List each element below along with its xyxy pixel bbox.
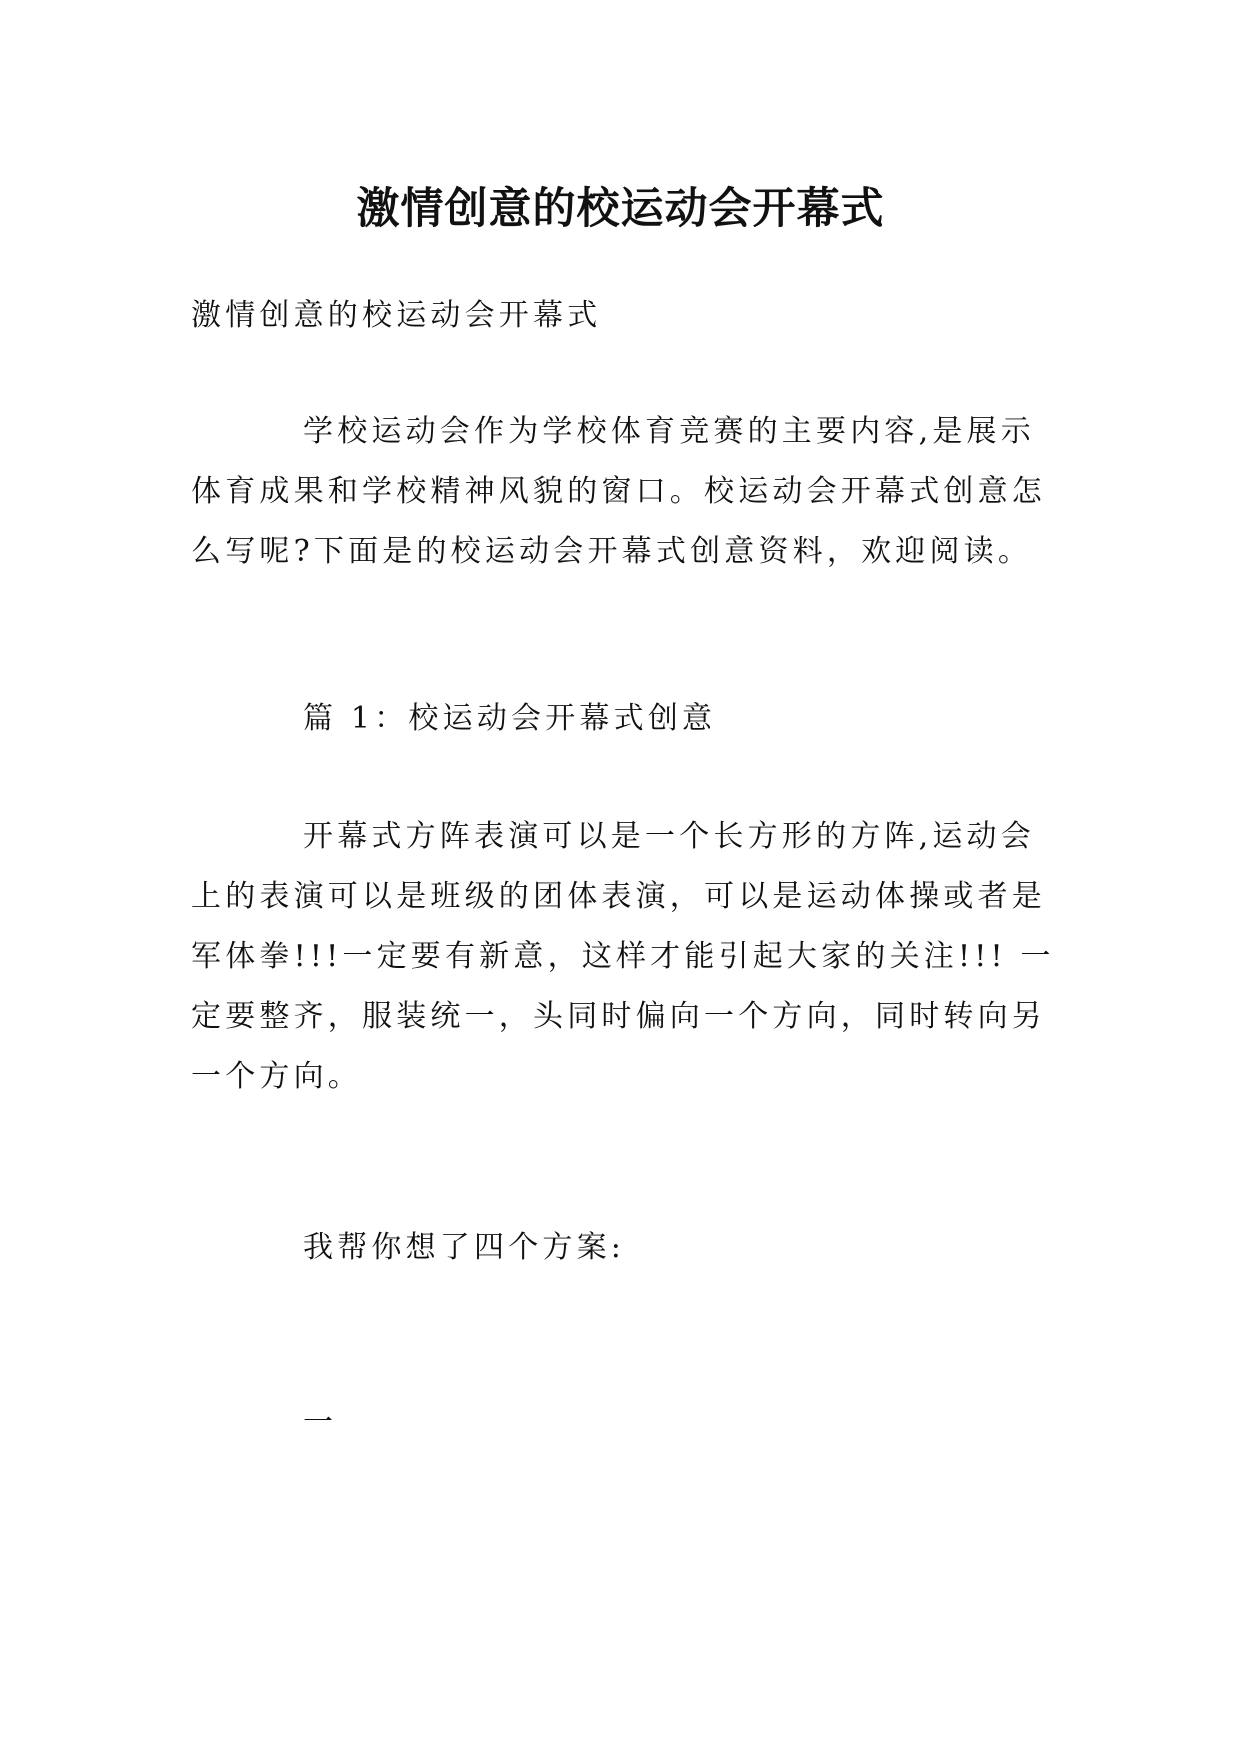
plan-number-one: 一 (303, 1405, 338, 1440)
body-paragraph: 开幕式方阵表演可以是一个长方形的方阵,运动会上的表演可以是班级的团体表演，可以是运动体操或者是军体拳!!!一定要有新意，这样才能引起大家的关注!!! 一定要整齐，服装统一，头同时偏向一个方向，同时转向另一个方向。 (191, 819, 1055, 1094)
section-heading: 篇 1：校运动会开幕式创意 (303, 701, 717, 736)
plans-intro-paragraph: 我帮你想了四个方案: (303, 1230, 626, 1265)
intro-paragraph: 学校运动会作为学校体育竞赛的主要内容,是展示体育成果和学校精神风貌的窗口。校运动会开幕式创意怎么写呢?下面是的校运动会开幕式创意资料，欢迎阅读。 (191, 414, 1046, 569)
subtitle-paragraph: 激情创意的校运动会开幕式 (191, 298, 602, 333)
document-title: 激情创意的校运动会开幕式 (356, 183, 885, 234)
